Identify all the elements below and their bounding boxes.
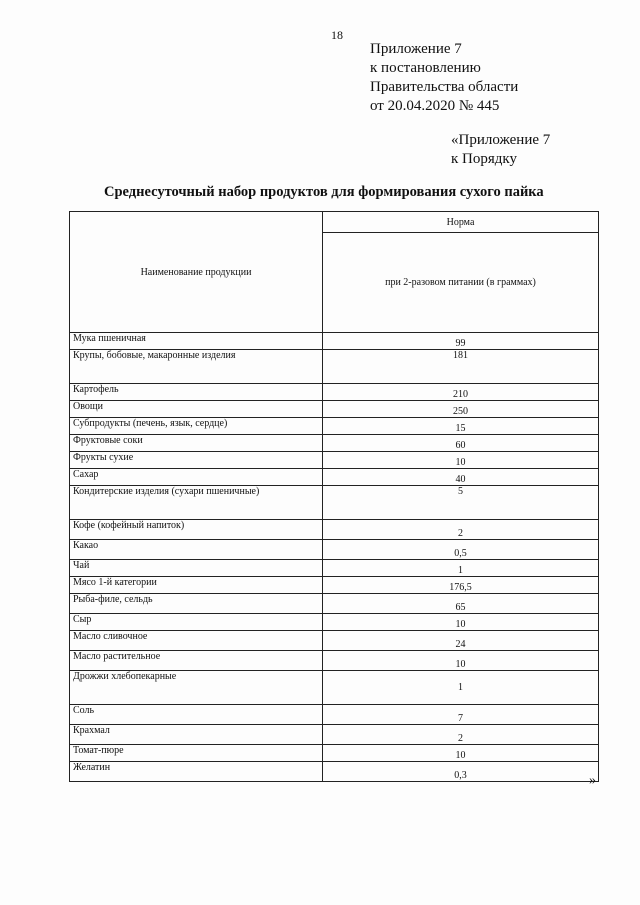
product-norm: 0,5 bbox=[323, 540, 599, 560]
table-row bbox=[70, 577, 599, 594]
table-row bbox=[70, 384, 599, 401]
product-norm: 10 bbox=[323, 452, 599, 469]
table-row bbox=[70, 745, 599, 762]
product-norm: 99 bbox=[323, 333, 599, 350]
product-norm: 2 bbox=[323, 725, 599, 745]
table-row bbox=[70, 418, 599, 435]
norm-unit-header: при 2-разовом питании (в граммах) bbox=[323, 233, 599, 333]
products-table bbox=[69, 211, 599, 782]
product-name: Дрожжи хлебопекарные bbox=[70, 671, 323, 705]
table-row bbox=[70, 333, 599, 350]
table-row bbox=[70, 651, 599, 671]
product-name: Картофель bbox=[70, 384, 323, 401]
closing-quote: » bbox=[589, 773, 596, 788]
product-name: Томат-пюре bbox=[70, 745, 323, 762]
product-name-column-header: Наименование продукции bbox=[70, 212, 323, 333]
product-norm: 1 bbox=[323, 671, 599, 705]
table-row bbox=[70, 614, 599, 631]
product-name: Масло растительное bbox=[70, 651, 323, 671]
product-norm: 40 bbox=[323, 469, 599, 486]
product-name: Фруктовые соки bbox=[70, 435, 323, 452]
product-name: Масло сливочное bbox=[70, 631, 323, 651]
product-name: Чай bbox=[70, 560, 323, 577]
table-row bbox=[70, 469, 599, 486]
appendix-header-line: Приложение 7 bbox=[370, 41, 462, 57]
product-name: Субпродукты (печень, язык, сердце) bbox=[70, 418, 323, 435]
product-norm: 10 bbox=[323, 651, 599, 671]
product-name: Овощи bbox=[70, 401, 323, 418]
product-name: Мясо 1-й категории bbox=[70, 577, 323, 594]
product-norm: 210 bbox=[323, 384, 599, 401]
product-norm: 1 bbox=[323, 560, 599, 577]
table-row bbox=[70, 560, 599, 577]
table-row bbox=[70, 435, 599, 452]
product-name: Фрукты сухие bbox=[70, 452, 323, 469]
table-row bbox=[70, 486, 599, 520]
appendix-header bbox=[370, 40, 518, 116]
product-norm: 60 bbox=[323, 435, 599, 452]
product-norm: 10 bbox=[323, 614, 599, 631]
procedure-header-line: к Порядку bbox=[451, 151, 517, 167]
table-row bbox=[70, 705, 599, 725]
product-norm: 15 bbox=[323, 418, 599, 435]
appendix-header-line: от 20.04.2020 № 445 bbox=[370, 98, 500, 114]
table-row bbox=[70, 452, 599, 469]
product-name: Какао bbox=[70, 540, 323, 560]
product-norm: 10 bbox=[323, 745, 599, 762]
appendix-header-line: Правительства области bbox=[370, 79, 519, 95]
product-norm: 5 bbox=[323, 486, 599, 520]
table-row bbox=[70, 350, 599, 384]
product-norm: 0,3 bbox=[323, 762, 599, 782]
product-norm: 250 bbox=[323, 401, 599, 418]
product-name: Сахар bbox=[70, 469, 323, 486]
table-row bbox=[70, 594, 599, 614]
product-norm: 24 bbox=[323, 631, 599, 651]
procedure-header-line: «Приложение 7 bbox=[451, 132, 551, 148]
appendix-header-line: к постановлению bbox=[370, 60, 481, 76]
table-row bbox=[70, 520, 599, 540]
product-name: Крупы, бобовые, макаронные изделия bbox=[70, 350, 323, 384]
product-name: Кофе (кофейный напиток) bbox=[70, 520, 323, 540]
product-name: Желатин bbox=[70, 762, 323, 782]
table-row bbox=[70, 540, 599, 560]
product-name: Рыба-филе, сельдь bbox=[70, 594, 323, 614]
table-row bbox=[70, 401, 599, 418]
table-row bbox=[70, 671, 599, 705]
norm-column-header: Норма bbox=[323, 212, 599, 233]
product-norm: 181 bbox=[323, 350, 599, 384]
product-name: Кондитерские изделия (сухари пшеничные) bbox=[70, 486, 323, 520]
product-norm: 2 bbox=[323, 520, 599, 540]
page-number: 18 bbox=[331, 28, 343, 42]
product-norm: 65 bbox=[323, 594, 599, 614]
document-title: Среднесуточный набор продуктов для формирования сухого пайка bbox=[104, 184, 544, 200]
table-row bbox=[70, 631, 599, 651]
procedure-header bbox=[451, 131, 550, 169]
product-name: Соль bbox=[70, 705, 323, 725]
table-row bbox=[70, 725, 599, 745]
product-norm: 176,5 bbox=[323, 577, 599, 594]
table-row bbox=[70, 762, 599, 782]
product-name: Сыр bbox=[70, 614, 323, 631]
product-name: Мука пшеничная bbox=[70, 333, 323, 350]
product-norm: 7 bbox=[323, 705, 599, 725]
product-name: Крахмал bbox=[70, 725, 323, 745]
